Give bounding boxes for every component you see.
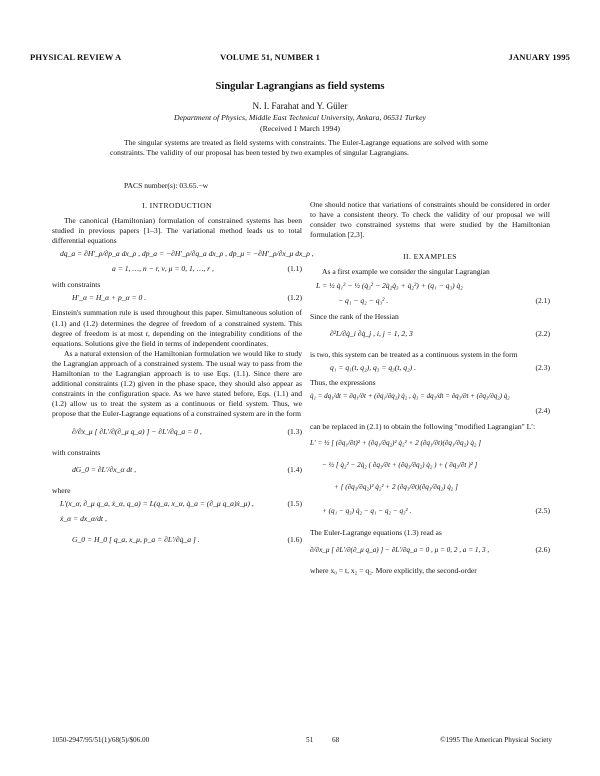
- equation-2-4: q̇₁ = dq₁/dt = ∂q₁/∂t + (∂q₁/∂q₂) q̇₂ , q̇₃ = dq₃/dt = ∂q₃/∂t + (∂q₃/∂q₂) q̇₂ (2.4): [310, 391, 550, 415]
- page-number: 68: [332, 736, 340, 744]
- paragraph: Thus, the expressions: [310, 377, 376, 387]
- paragraph: One should notice that variations of constraints should be considered in order to have a consistent theory. To check the validity of our proposal we will consider two constrained systems that were studied by the Hamiltonian formulation [2,3].: [310, 200, 550, 240]
- authors: N. I. Farahat and Y. Güler: [252, 101, 348, 111]
- equation-number: (1.3): [287, 426, 302, 436]
- volume-number: VOLUME 51, NUMBER 1: [220, 52, 321, 62]
- equation-number: (1.4): [287, 464, 302, 474]
- journal-name: PHYSICAL REVIEW A: [30, 52, 122, 62]
- equation-1-4: dG_0 = ∂L′/∂x_α dt , (1.4): [72, 464, 302, 474]
- equation-number: (2.3): [535, 362, 550, 372]
- equation-number: (1.2): [287, 293, 302, 303]
- equation-number: (2.4): [535, 405, 550, 415]
- paragraph: The Euler-Lagrange equations (1.3) read as: [310, 527, 442, 537]
- paragraph: is two, this system can be treated as a continuous system in the form: [310, 349, 518, 359]
- paragraph: The canonical (Hamiltonian) formulation of constrained systems has been studied in previous papers [1–3]. The variational method leads us to total differential equations: [52, 216, 302, 246]
- equation-2-2: ∂²L/∂q̇_i ∂q̇_j , i, j = 1, 2, 3 (2.2): [330, 328, 550, 338]
- paper-title: Singular Lagrangians as field systems: [215, 81, 385, 92]
- equation-1-6: G_0 = H_0 [ q_a, x_μ, p_a = ∂L′/∂q̇_a ] . (1.6): [72, 534, 302, 544]
- paragraph: As a first example we consider the singular Lagrangian: [322, 267, 490, 277]
- pacs-numbers: PACS number(s): 03.65.−w: [124, 181, 209, 190]
- paragraph: where x₀ = t, x₂ = q₂. More explicitly, the second-order: [310, 566, 477, 576]
- equation-number: (1.1): [287, 264, 302, 274]
- equation-number: (2.6): [535, 545, 550, 555]
- equation-number: (2.2): [535, 328, 550, 338]
- running-header: [30, 52, 570, 66]
- equation-1-3: ∂/∂x_μ [ ∂L′/∂(∂_μ q_a) ] − ∂L′/∂q_a = 0 , (1.3): [72, 426, 302, 436]
- issue-date: JANUARY 1995: [508, 52, 570, 62]
- equation-2-3: q₁ = q₁(t, q₂), q₃ = q₃(t, q₂) . (2.3): [330, 362, 550, 372]
- equation-number: (1.6): [287, 534, 302, 544]
- footer-volume: 51: [306, 736, 314, 744]
- equation-number: (2.5): [535, 505, 550, 515]
- right-column: [310, 200, 550, 576]
- paragraph: Einstein's summation rule is used throughout this paper. Simultaneous solution of (1.1) and (1.2) determines the degree of freedom of a constrained system. This degree of freedom is at most r, depending on the integrability conditions of the equations. Solutions give the field in terms of independent coordinates.: [52, 308, 302, 348]
- equation-2-1: L = ½ q̇₁² − ½ (q̇₃² − 2q̇₂q̇₃ + q̇₂²) + (q₁ − q₃) q̇₂ − q₁ − q₂ − q₃² . (2.1): [316, 280, 550, 305]
- section-heading-introduction: I. INTRODUCTION: [142, 201, 212, 210]
- equation-1-2: H′_α = H_α + p_α = 0 . (1.2): [72, 293, 302, 303]
- equation-1-5: L′(x_α, ∂_μ q_a, ẋ_α, q_a) = L(q_a, x_α, q̇_a = (∂_μ q_a)ẋ_μ) , ẋ_α = dx_α/dt , (1.5): [60, 498, 302, 523]
- paragraph: where: [52, 485, 71, 495]
- equation-2-5: L′ = ½ [ (∂q₁/∂t)² + (∂q₁/∂q₂)² q̇₂² + 2 (∂q₁/∂t)(∂q₁/∂q₂) q̇₂ ] − ½ [ q̇₂² − 2q̇₂ ( ∂q₃/∂t + (∂q₃/∂q₂) q̇₂ ) + ( ∂q₃/∂t )² ] + [ (∂q₃/∂q₂)² q̇₂² + 2 (∂q₃/∂t)(∂q₃/∂q₂) q̇₂ ] + (q₁ − q₃) q̇₂ − q₁ − q₂ − q₃² . (2.5): [310, 438, 550, 515]
- equation-1-1: dq_a = ∂H′_ρ/∂p_a dx_ρ , dp_a = −∂H′_ρ/∂q_a dx_ρ , dp_μ = −∂H′_ρ/∂x_μ dx_ρ , a = 1, …, n − r, ν, μ = 0, 1, …, r , (1.1): [60, 249, 314, 274]
- abstract: The singular systems are treated as field systems with constraints. The Euler-Lagrange equations are solved with some constraints. The validity of our proposal has been tested by two examples of singular Lagrangians.: [110, 138, 488, 158]
- section-heading-examples: II. EXAMPLES: [403, 252, 457, 262]
- paragraph: with constraints: [52, 280, 101, 290]
- equation-2-6: ∂/∂x_μ [ ∂L′/∂(∂_μ q_a) ] − ∂L′/∂q_a = 0 , μ = 0, 2 , a = 1, 3 , (2.6): [310, 545, 550, 555]
- copyright: ©1995 The American Physical Society: [440, 736, 552, 744]
- equation-number: (1.5): [287, 498, 302, 508]
- paragraph: Since the rank of the Hessian: [310, 311, 399, 321]
- paragraph: As a natural extension of the Hamiltonian formulation we would like to study the Lagrangian approach of a constrained system. The usual way to pass from the Hamiltonian to the Lagrangian approach is to use Eqs. (1.1). Since there are additional constraints (1.2) given in the phase space, they should also appear as constraints in the configuration space. As we have stated before, Eqs. (1.1) and (1.2) allow us to treat the system as a continuous or field system. Thus, we propose that the Euler-Lagrange equations of a constrained system are in the form: [52, 348, 302, 419]
- left-column: [52, 200, 314, 556]
- paragraph: with constraints: [52, 447, 101, 457]
- affiliation: Department of Physics, Middle East Technical University, Ankara, 06531 Turkey: [173, 113, 427, 122]
- received-date: (Received 1 March 1994): [260, 124, 340, 133]
- article-code: 1050-2947/95/51(1)/68(5)/$06.00: [52, 736, 150, 744]
- equation-number: (2.1): [535, 295, 550, 305]
- paragraph: can be replaced in (2.1) to obtain the following "modified Lagrangian" L′:: [310, 421, 536, 431]
